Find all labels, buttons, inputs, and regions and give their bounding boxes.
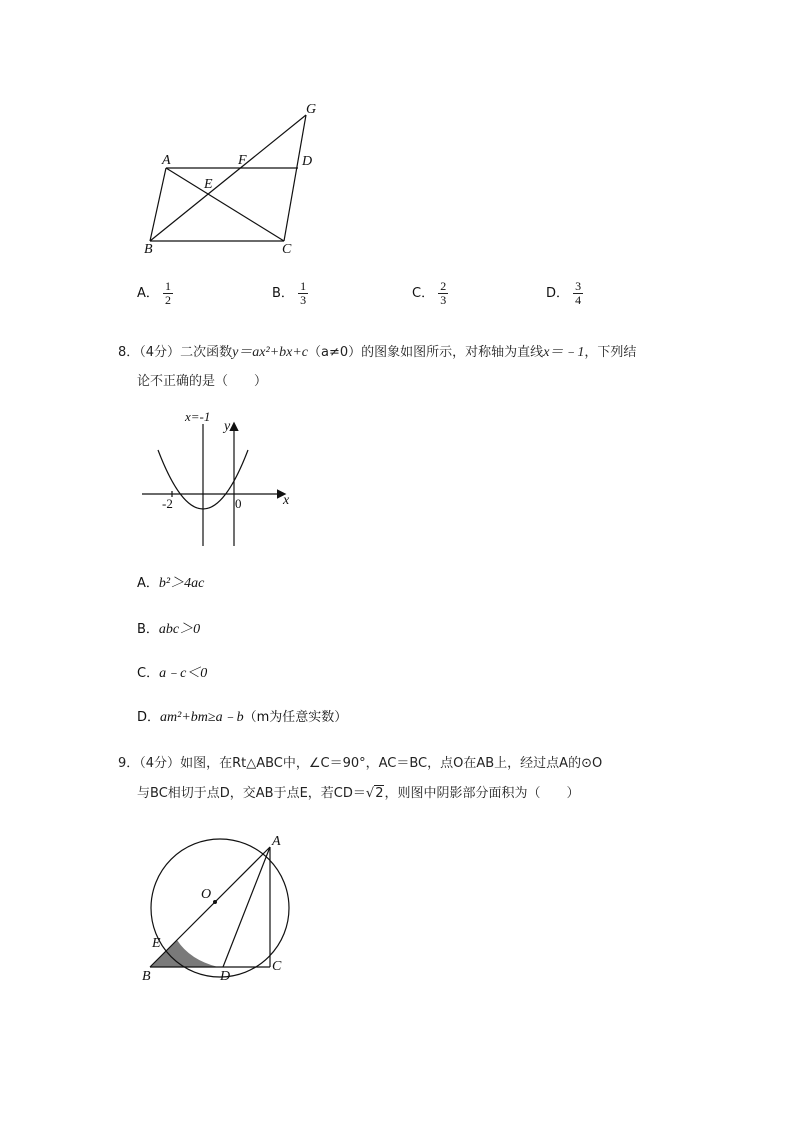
label-x: x <box>283 493 290 508</box>
option-text: a﹣c＜0 <box>159 666 208 681</box>
q8-function: y＝ax²+bx+c <box>232 345 309 360</box>
q9-figure <box>138 830 298 985</box>
q9-score: （4分） <box>139 756 181 771</box>
q7-label-B: B <box>144 242 153 257</box>
q8-score: （4分） <box>139 345 181 360</box>
q9-label-C: C <box>272 959 282 974</box>
q7-option-d[interactable] <box>546 280 583 307</box>
option-text: abc＞0 <box>158 622 201 637</box>
q9-number: 9． <box>118 756 140 771</box>
segment-CG <box>284 115 306 241</box>
q8-condition: （a≠0） <box>308 345 362 360</box>
q9-sqrt-value: 2 <box>375 786 384 801</box>
q8-axis-equation: x＝﹣1 <box>543 345 585 360</box>
q9-line2-part1: 与BC相切于点D，交AB于点E，若CD＝ <box>137 786 366 801</box>
label-zero: 0 <box>235 496 242 511</box>
q7-label-C: C <box>282 242 292 257</box>
fraction: $\frac{1}{3}$ <box>300 279 307 307</box>
q9-line2-part2: ，则图中阴影部分面积为（ ） <box>384 786 580 801</box>
option-letter: D． <box>546 286 570 301</box>
label-y: y <box>224 419 231 434</box>
segment-AD <box>223 847 270 967</box>
q9-label-A: A <box>272 834 281 849</box>
q7-option-a[interactable] <box>137 280 173 307</box>
q7-figure <box>130 95 340 260</box>
label-neg2: -2 <box>162 496 173 511</box>
q8-number: 8． <box>118 345 140 360</box>
q8-stem-part3: ，下列结 <box>584 345 637 360</box>
q8-stem-part1: 二次函数 <box>180 345 233 360</box>
q7-label-G: G <box>306 102 317 117</box>
q9-line1: 如图，在Rt△ABC中，∠C＝90°，AC＝BC，点O在AB上，经过点A的⊙O <box>180 756 603 771</box>
q8-option-c[interactable] <box>137 662 207 682</box>
center-point-O <box>213 900 217 904</box>
option-letter: C． <box>412 286 435 301</box>
option-note: （m为任意实数） <box>243 710 348 725</box>
option-letter: B． <box>272 286 294 301</box>
q7-label-A: A <box>162 153 171 168</box>
q7-label-F: F <box>238 153 247 168</box>
fraction: $\frac{1}{2}$ <box>165 279 172 307</box>
option-letter: A． <box>137 286 159 301</box>
q7-option-c[interactable] <box>412 280 448 307</box>
q8-stem-line1 <box>118 341 636 361</box>
q8-option-d[interactable] <box>137 706 347 726</box>
segment-AC <box>166 168 284 241</box>
q9-stem-line2 <box>137 782 579 801</box>
q8-parabola-graph <box>138 408 298 550</box>
fraction: $\frac{2}{3}$ <box>440 279 447 307</box>
option-letter: C． <box>137 666 160 681</box>
segment-AB <box>150 847 270 967</box>
option-text: am²+bm≥a﹣b <box>160 710 244 725</box>
q8-stem-part2: 的图象如图所示，对称轴为直线 <box>361 345 544 360</box>
q9-label-O: O <box>201 887 212 902</box>
q7-label-E: E <box>204 177 213 192</box>
q9-label-B: B <box>142 969 151 984</box>
q9-stem-line1 <box>118 752 602 771</box>
q9-label-D: D <box>220 969 231 984</box>
option-text: b²＞4ac <box>158 576 205 591</box>
label-axis-x-neg1: x=-1 <box>185 409 211 424</box>
q8-option-b[interactable] <box>137 618 200 638</box>
option-letter: D． <box>137 710 161 725</box>
option-letter: A． <box>137 576 159 591</box>
q7-option-b[interactable] <box>272 280 308 307</box>
segment-BG <box>150 115 306 241</box>
option-letter: B． <box>137 622 159 637</box>
q8-option-a[interactable] <box>137 572 204 592</box>
q7-label-D: D <box>302 154 313 169</box>
q9-label-E: E <box>152 936 161 951</box>
fraction: $\frac{3}{4}$ <box>575 279 582 307</box>
q8-stem-line2: 论不正确的是（ ） <box>137 374 268 389</box>
sqrt-icon: √ <box>365 786 375 801</box>
